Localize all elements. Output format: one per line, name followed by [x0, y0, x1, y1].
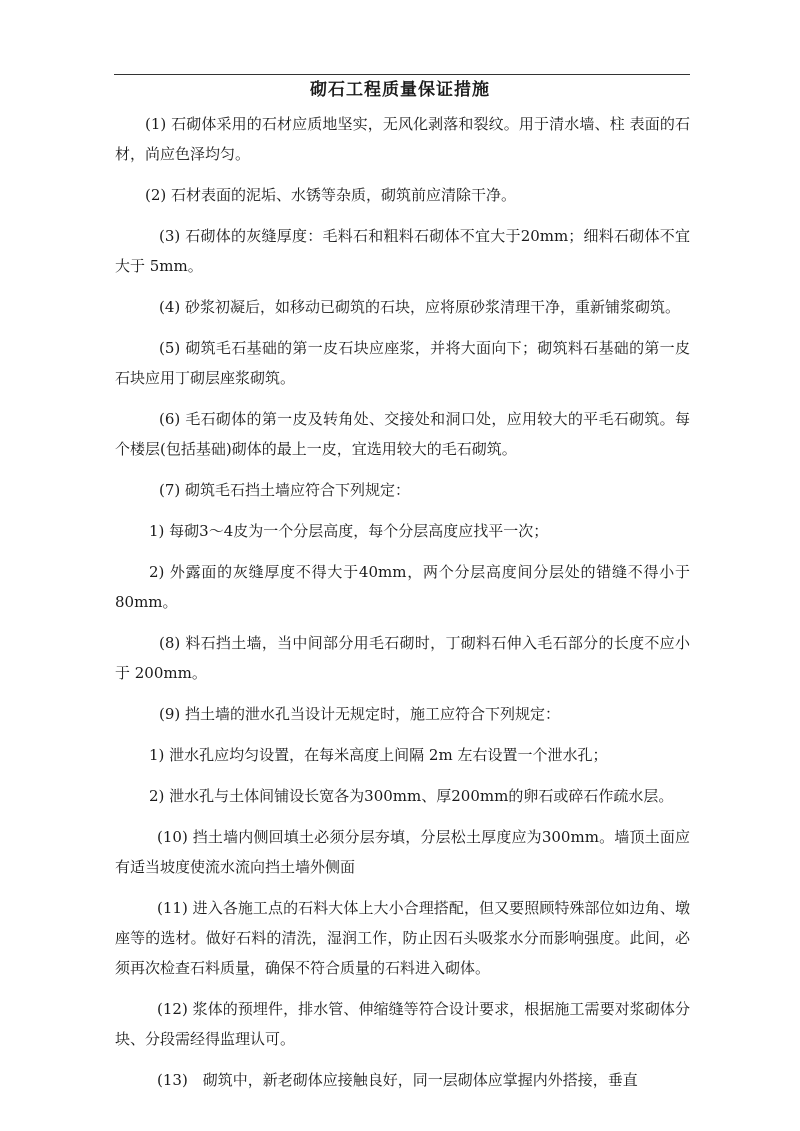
paragraph-10: (10) 挡土墙内侧回填土必须分层夯填，分层松土厚度应为300mm。墙顶土面应有适当坡度使流水流向挡土墙外侧面: [115, 828, 690, 876]
document-body: [115, 109, 690, 1106]
list-item-9-2: 2) 泄水孔与土体间铺设长宽各为300mm、厚200mm的卵石或碎石作疏水层。: [149, 787, 674, 805]
paragraph-12: (12) 浆体的预埋件，排水管、伸缩缝等符合设计要求，根据施工需要对浆砌体分块、分段需经得监理认可。: [115, 1000, 690, 1048]
paragraph-6: (6) 毛石砌体的第一皮及转角处、交接处和洞口处，应用较大的平毛石砌筑。每个楼层(包括基础)砌体的最上一皮，宜选用较大的毛石砌筑。: [115, 410, 690, 458]
paragraph-3: (3) 石砌体的灰缝厚度：毛料石和粗料石砌体不宜大于20mm；细料石砌体不宜大于 5mm。: [115, 227, 690, 275]
list-item-7-2: 2) 外露面的灰缝厚度不得大于40mm，两个分层高度间分层处的错缝不得小于 80mm。: [115, 563, 690, 611]
list-item-7-1: 1) 每砌3～4皮为一个分层高度，每个分层高度应找平一次；: [149, 522, 549, 540]
page-title: 砌石工程质量保证措施: [310, 80, 490, 100]
paragraph-11: (11) 进入各施工点的石料大体上大小合理搭配，但又要照顾特殊部位如边角、墩座等的选材。做好石料的清洗，湿润工作，防止因石头吸浆水分而影响强度。此间，必须再次检查石料质量，确保不符合质量的石料进入砌体。: [115, 899, 690, 977]
paragraph-5: (5) 砌筑毛石基础的第一皮石块应座浆，并将大面向下；砌筑料石基础的第一皮石块应用丁砌层座浆砌筑。: [115, 339, 690, 387]
paragraph-13: (13) 砌筑中，新老砌体应接触良好，同一层砌体应掌握内外搭接，垂直: [157, 1071, 638, 1089]
paragraph-8: (8) 料石挡土墙，当中间部分用毛石砌时，丁砌料石伸入毛石部分的长度不应小于 200mm。: [115, 634, 690, 682]
paragraph-7: (7) 砌筑毛石挡土墙应符合下列规定：: [159, 481, 411, 499]
header-rule: [114, 74, 690, 75]
paragraph-9: (9) 挡土墙的泄水孔当设计无规定时，施工应符合下列规定：: [159, 705, 561, 723]
paragraph-4: (4) 砂浆初凝后，如移动已砌筑的石块，应将原砂浆清理干净，重新铺浆砌筑。: [159, 298, 681, 316]
paragraph-1: (1) 石砌体采用的石材应质地坚实，无风化剥落和裂纹。用于清水墙、柱 表面的石材，尚应色泽均匀。: [115, 115, 690, 163]
list-item-9-1: 1) 泄水孔应均匀设置，在每米高度上间隔 2m 左右设置一个泄水孔；: [149, 746, 608, 764]
paragraph-2: (2) 石材表面的泥垢、水锈等杂质，砌筑前应清除干净。: [145, 186, 517, 204]
